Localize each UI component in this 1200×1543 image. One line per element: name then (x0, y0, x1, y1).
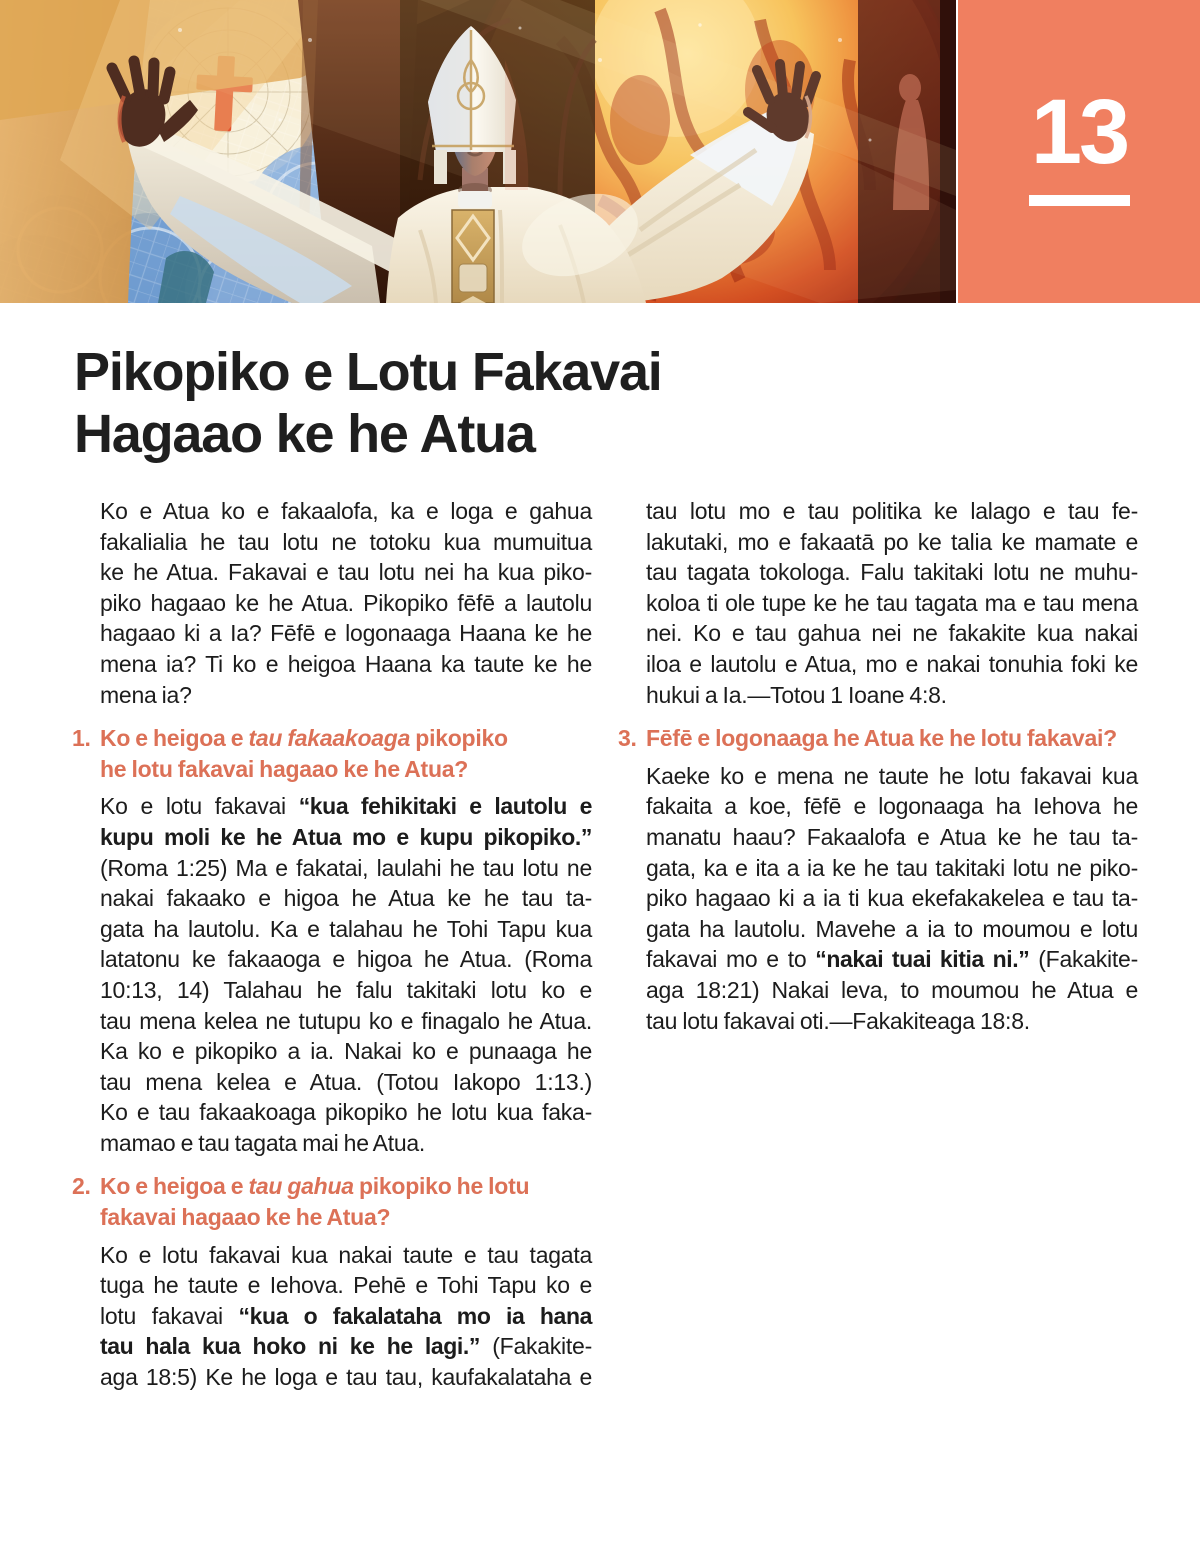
question-1 (72, 723, 592, 1158)
left-column (72, 496, 593, 1393)
text-line: Ko e tau fakaakoaga pikopiko he lotu kua faka- (100, 1099, 592, 1126)
question-2-heading (72, 1171, 592, 1232)
question-1-number: 1. (72, 725, 91, 752)
text-line: Ka ko e pikopiko a ia. Nakai ko e punaaga he (100, 1038, 592, 1065)
text-line: Ko e lotu fakavai “kua fehikitaki e lautolu e (100, 793, 592, 820)
question-1-heading (72, 723, 592, 784)
text-line: piko hagaao ke he Atua. Pikopiko fēfē a lautolu (100, 589, 592, 616)
text-line: hukui a Ia.—Totou 1 Ioane 4:8. (646, 681, 947, 708)
text-line: nei. Ko e tau gahua nei ne fakakite kua nakai (646, 620, 1138, 647)
text-line: Fēfē e logonaaga he Atua ke he lotu fakavai? (646, 725, 1117, 752)
text-line: gata ha lautolu. Ka e talahau he Tohi Tapu kua (100, 915, 592, 942)
text-line: aga 18:5) Ke he loga e tau tau, kaufakalataha e (100, 1364, 592, 1391)
text-line: Ko e heigoa e tau gahua pikopiko he lotu (100, 1173, 530, 1200)
chapter-number: 13 (1030, 81, 1128, 183)
text-line: kupu moli ke he Atua mo e kupu pikopiko.” (100, 823, 592, 850)
text-line: fakaita a koe, fēfē e logonaaga ha Iehova he (646, 793, 1138, 820)
text-line: mena ia? Ti ko e heigoa Haana ka taute ke he (100, 650, 592, 677)
question-3-heading-text (646, 723, 1138, 754)
text-line: gata, ka e ita a ia ke he tau takitaki lotu ne piko- (646, 854, 1138, 881)
text-line: tau mena kelea ne tutupu ko e finagalo he Atua. (100, 1007, 592, 1034)
text-line: manatu haau? Fakaalofa e Atua ke he tau ta- (646, 823, 1138, 850)
text-line: ke he Atua. Fakavai e tau lotu nei ha kua piko- (100, 559, 592, 586)
question-2 (72, 1171, 593, 1392)
text-line: Ko e lotu fakavai kua nakai taute e tau tagata (100, 1241, 592, 1268)
hero-image (0, 0, 956, 303)
text-line: koloa ti ole tupe ke he tau tagata ma e tau mena (646, 589, 1138, 616)
text-line: tau tagata tokologa. Falu takitaki lotu ne muhu- (646, 559, 1138, 586)
text-line: lotu fakavai “kua o fakalataha mo ia hana (100, 1302, 592, 1329)
question-1-body (100, 791, 592, 1158)
question-3-heading (618, 723, 1138, 754)
text-line: he lotu fakavai hagaao ke he Atua? (100, 755, 469, 782)
text-line: fakavai hagaao ke he Atua? (100, 1204, 391, 1231)
chapter-number-underline (1029, 195, 1130, 206)
text-line: latatonu ke fakaaoga e higoa he Atua. (Roma (100, 946, 592, 973)
text-line: mena ia? (100, 681, 192, 708)
question-3-body (646, 761, 1138, 1036)
text-line: piko hagaao ki a ia ti kua ekefakakelea e tau ta- (646, 885, 1138, 912)
question-2-body-continuation (646, 496, 1138, 710)
text-line: iloa e lautolu e Atua, mo e nakai tonuhia foki ke (646, 650, 1138, 677)
question-3 (618, 723, 1138, 1036)
page-title-line2: Hagaao ke he Atua (74, 404, 535, 464)
text-line: fakavai mo e to “nakai tuai kitia ni.” (Fakakite- (646, 946, 1138, 973)
text-line: lakutaki, mo e fakaatā po ke talia ke mamate e (646, 528, 1138, 555)
right-column (618, 496, 1138, 1036)
chapter-badge (958, 0, 1200, 303)
text-line: aga 18:21) Nakai leva, to moumou he Atua e (646, 976, 1138, 1003)
text-line: (Roma 1:25) Ma e fakatai, laulahi he tau lotu ne (100, 854, 592, 881)
text-line: tau hala kua hoko ni ke he lagi.” (Fakakite- (100, 1333, 593, 1360)
text-line: tuga he taute e Iehova. Pehē e Tohi Tapu ko e (100, 1272, 592, 1299)
text-line: tau lotu fakavai oti.—Fakakiteaga 18:8. (646, 1007, 1030, 1034)
text-line: 10:13, 14) Talahau he falu takitaki lotu ko e (100, 976, 592, 1003)
question-2-heading-text (100, 1171, 592, 1232)
text-line: tau mena kelea e Atua. (Totou Iakopo 1:13.) (100, 1068, 592, 1095)
question-2-number: 2. (72, 1173, 91, 1200)
text-line: mamao e tau tagata mai he Atua. (100, 1129, 426, 1156)
page-title-line1: Pikopiko e Lotu Fakavai (74, 342, 662, 402)
text-line: nakai fakaako e higoa he Atua ke he tau ta- (100, 885, 592, 912)
text-line: Ko e Atua ko e fakaalofa, ka e loga e gahua (100, 498, 592, 524)
text-line: Ko e heigoa e tau fakaakoaga pikopiko (100, 725, 508, 752)
page-title (74, 341, 662, 465)
intro-paragraph (100, 496, 592, 710)
text-line: hagaao ki a Ia? Fēfē e logonaaga Haana ke he (100, 620, 592, 647)
text-line: Kaeke ko e mena ne taute he lotu fakavai kua (646, 762, 1138, 789)
question-3-number: 3. (618, 725, 637, 752)
question-2-body (100, 1240, 592, 1393)
question-1-heading-text (100, 723, 592, 784)
text-line: fakalialia he tau lotu ne totoku kua mumuitua (100, 528, 592, 555)
text-line: tau lotu mo e tau politika ke lalago e tau fe- (646, 498, 1138, 524)
bishop-cathedral-illustration (0, 0, 956, 303)
text-line: gata ha lautolu. Mavehe a ia to moumou e lotu (646, 915, 1138, 942)
